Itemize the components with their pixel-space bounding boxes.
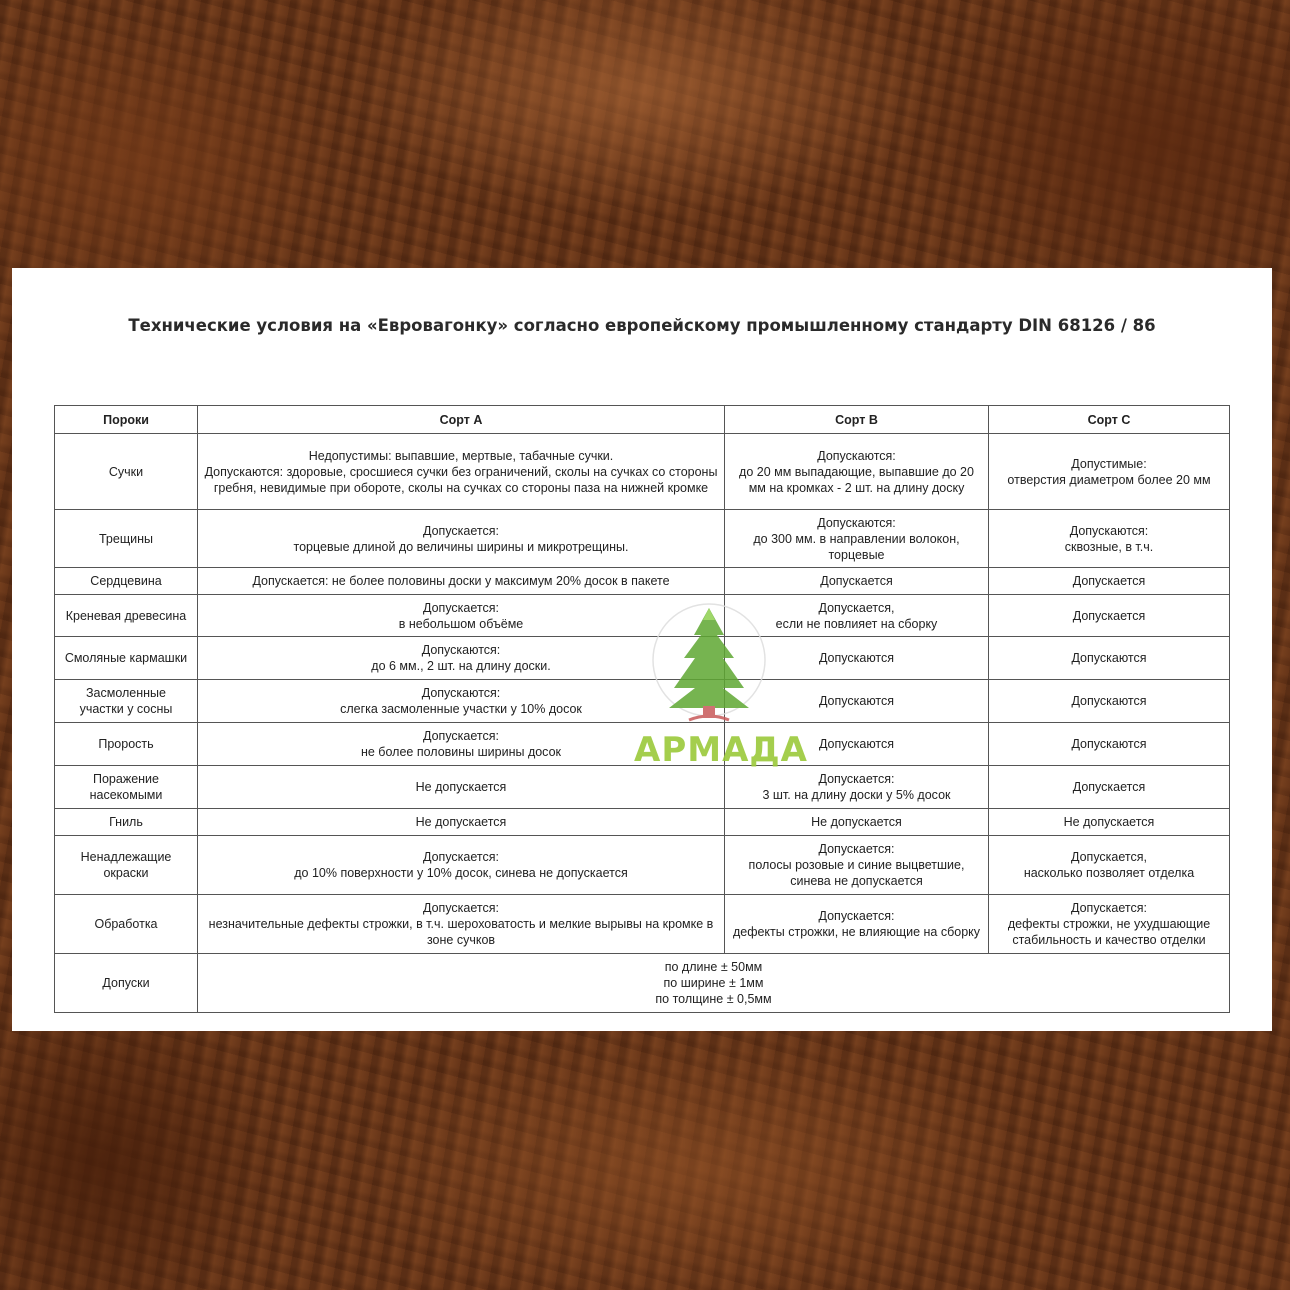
cell-grade-b: Допускается: дефекты строжки, не влияющие на сборку bbox=[725, 895, 989, 954]
header-grade-b: Сорт B bbox=[725, 406, 989, 434]
header-defects: Пороки bbox=[55, 406, 198, 434]
cell-defect: Гниль bbox=[55, 809, 198, 836]
cell-defect: Обработка bbox=[55, 895, 198, 954]
cell-grade-a: Допускается: незначительные дефекты строжки, в т.ч. шероховатость и мелкие вырывы на кромке в зоне сучков bbox=[198, 895, 725, 954]
cell-grade-a: Не допускается bbox=[198, 766, 725, 809]
cell-grade-c: Допускается bbox=[989, 595, 1230, 637]
cell-grade-c: Не допускается bbox=[989, 809, 1230, 836]
cell-defect: Ненадлежащие окраски bbox=[55, 836, 198, 895]
cell-grade-c: Допустимые: отверстия диаметром более 20 мм bbox=[989, 434, 1230, 510]
cell-grade-a: Допускается: не более половины доски у максимум 20% досок в пакете bbox=[198, 568, 725, 595]
cell-grade-c: Допускаются: сквозные, в т.ч. bbox=[989, 510, 1230, 568]
spec-sheet bbox=[12, 268, 1272, 1031]
cell-defect: Сердцевина bbox=[55, 568, 198, 595]
cell-grade-b: Допускаются: до 300 мм. в направлении волокон, торцевые bbox=[725, 510, 989, 568]
cell-grade-a: Допускаются: до 6 мм., 2 шт. на длину доски. bbox=[198, 637, 725, 680]
cell-grade-b: Допускается, если не повлияет на сборку bbox=[725, 595, 989, 637]
cell-grade-b: Допускается bbox=[725, 568, 989, 595]
cell-grade-a: Допускается: до 10% поверхности у 10% досок, синева не допускается bbox=[198, 836, 725, 895]
cell-grade-c: Допускается: дефекты строжки, не ухудшающие стабильность и качество отделки bbox=[989, 895, 1230, 954]
table-row bbox=[55, 568, 1230, 595]
table-row bbox=[55, 954, 1230, 1013]
cell-grade-c: Допускается bbox=[989, 568, 1230, 595]
cell-grade-c: Допускаются bbox=[989, 680, 1230, 723]
cell-grade-b: Допускаются bbox=[725, 723, 989, 766]
cell-grade-a: Допускается: не более половины ширины досок bbox=[198, 723, 725, 766]
cell-grade-c: Допускаются bbox=[989, 723, 1230, 766]
table-row bbox=[55, 595, 1230, 637]
cell-grade-b: Не допускается bbox=[725, 809, 989, 836]
cell-grade-a: Допускаются: слегка засмоленные участки у 10% досок bbox=[198, 680, 725, 723]
cell-grade-a: Допускается: в небольшом объёме bbox=[198, 595, 725, 637]
cell-defect: Смоляные кармашки bbox=[55, 637, 198, 680]
cell-defect: Креневая древесина bbox=[55, 595, 198, 637]
cell-defect: Засмоленные участки у сосны bbox=[55, 680, 198, 723]
table-row bbox=[55, 510, 1230, 568]
header-grade-a: Сорт А bbox=[198, 406, 725, 434]
table-row bbox=[55, 680, 1230, 723]
table-row bbox=[55, 637, 1230, 680]
cell-grade-b: Допускается: полосы розовые и синие выцветшие, синева не допускается bbox=[725, 836, 989, 895]
cell-grade-b: Допускаются bbox=[725, 637, 989, 680]
table-header-row bbox=[55, 406, 1230, 434]
cell-grade-a: Допускается: торцевые длиной до величины ширины и микротрещины. bbox=[198, 510, 725, 568]
page-title: Технические условия на «Евровагонку» согласно европейскому промышленному стандарту DIN 68126 / 86 bbox=[128, 316, 1156, 335]
cell-grade-c: Допускается, насколько позволяет отделка bbox=[989, 836, 1230, 895]
table-row bbox=[55, 836, 1230, 895]
logo-text: АРМАДА bbox=[634, 730, 808, 770]
table-row bbox=[55, 809, 1230, 836]
cell-defect: Сучки bbox=[55, 434, 198, 510]
spec-table bbox=[54, 405, 1230, 1013]
table-row bbox=[55, 723, 1230, 766]
cell-grade-c: Допускается bbox=[989, 766, 1230, 809]
cell-tolerances: по длине ± 50мм по ширине ± 1мм по толщине ± 0,5мм bbox=[198, 954, 1230, 1013]
table-row bbox=[55, 434, 1230, 510]
cell-grade-b: Допускается: 3 шт. на длину доски у 5% досок bbox=[725, 766, 989, 809]
cell-grade-b: Допускаются bbox=[725, 680, 989, 723]
header-grade-c: Сорт С bbox=[989, 406, 1230, 434]
cell-defect: Допуски bbox=[55, 954, 198, 1013]
cell-grade-c: Допускаются bbox=[989, 637, 1230, 680]
cell-grade-a: Недопустимы: выпавшие, мертвые, табачные сучки. Допускаются: здоровые, сросшиеся сучки без ограничений, сколы на сучках со стороны гребня, невидимые при обороте, сколы на сучках со стороны паза на нижней кромке bbox=[198, 434, 725, 510]
cell-defect: Трещины bbox=[55, 510, 198, 568]
table-row bbox=[55, 766, 1230, 809]
cell-grade-a: Не допускается bbox=[198, 809, 725, 836]
cell-defect: Поражение насекомыми bbox=[55, 766, 198, 809]
cell-grade-b: Допускаются: до 20 мм выпадающие, выпавшие до 20 мм на кромках - 2 шт. на длину доску bbox=[725, 434, 989, 510]
cell-defect: Прорость bbox=[55, 723, 198, 766]
table-row bbox=[55, 895, 1230, 954]
